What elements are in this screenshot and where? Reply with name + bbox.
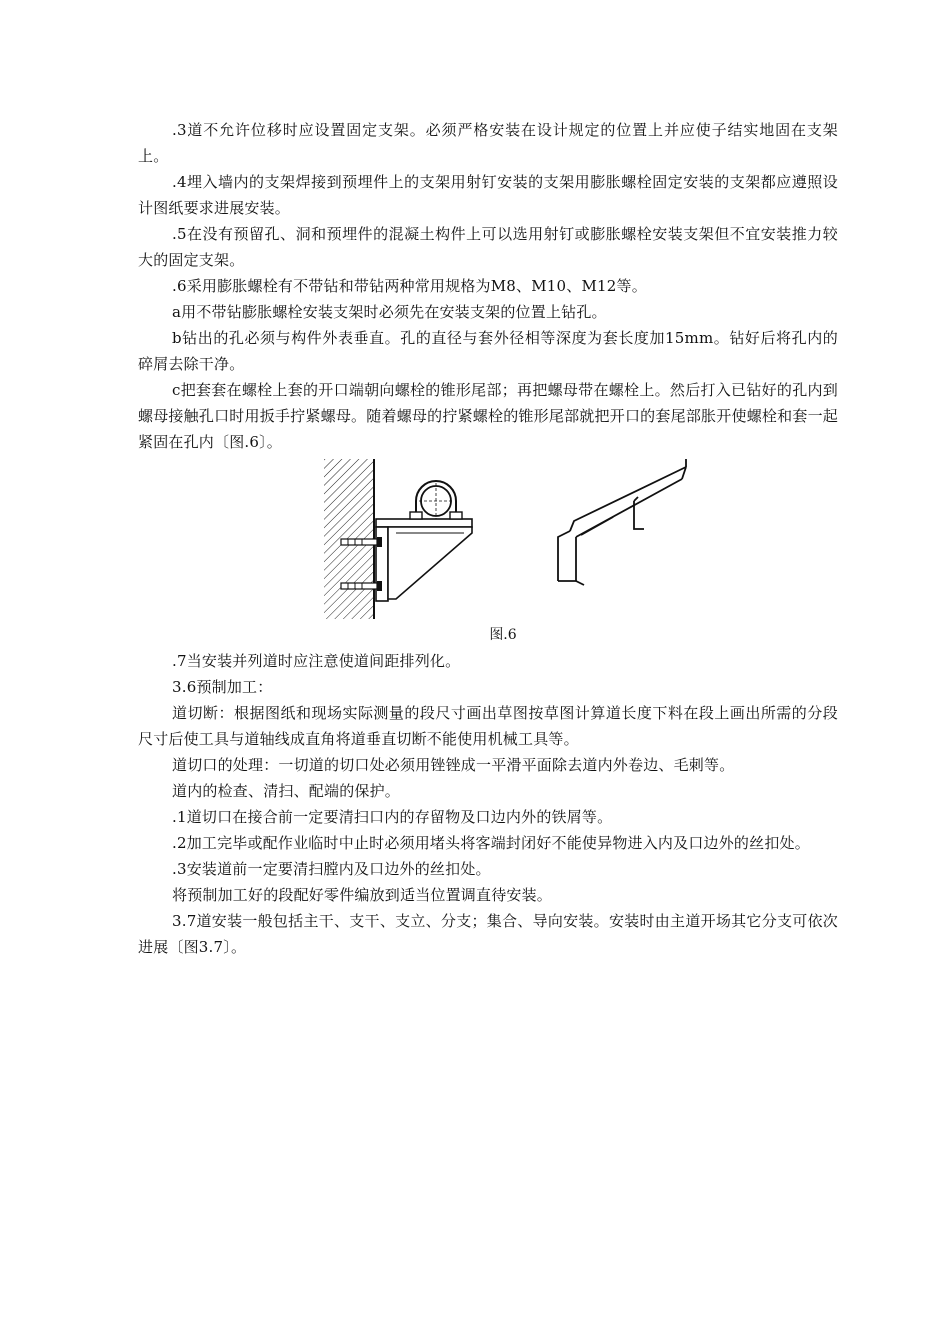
- wall-bracket-drawing: [324, 459, 472, 619]
- paragraph: .7当安装并列道时应注意使道间距排列化。: [172, 652, 461, 670]
- paragraph: .3安装道前一定要清扫膛内及口边外的丝扣处。: [172, 860, 491, 878]
- section-heading: 3.6预制加工：: [172, 678, 273, 696]
- figure-6: [138, 459, 838, 624]
- figure-drawing: [138, 459, 838, 624]
- expansion-bolt: [341, 539, 377, 545]
- paragraph: 道切断：根据图纸和现场实际测量的段尺寸画出草图按草图计算道长度下料在段上画出所需的分段尺寸后使工具与道轴线成直角将道垂直切断不能使用机械工具等。: [138, 704, 838, 748]
- bracket-brace: [388, 527, 472, 599]
- angle-bracket-drawing: [558, 459, 686, 585]
- paragraph: b钻出的孔必须与构件外表垂直。孔的直径与套外径相等深度为套长度加15mm。钻好后将孔内的碎屑去除干净。: [138, 329, 838, 373]
- paragraph: 道切口的处理：一切道的切口处必须用锉锉成一平滑平面除去道内外卷边、毛刺等。: [172, 756, 735, 774]
- expansion-bolt: [341, 583, 377, 589]
- paragraph: .5在没有预留孔、洞和预埋件的混凝土构件上可以选用射钉或膨胀螺栓安装支架但不宜安装推力较大的固定支架。: [138, 225, 838, 269]
- paragraph: .6采用膨胀螺栓有不带钻和带钻两种常用规格为M8、M10、M12等。: [172, 277, 647, 295]
- paragraph: c把套套在螺栓上套的开口端朝向螺栓的锥形尾部；再把螺母带在螺栓上。然后打入已钻好的孔内到螺母接触孔口时用扳手拧紧螺母。随着螺母的拧紧螺栓的锥形尾部就把开口的套尾部胀开使螺栓和套一起紧固在孔内〔图.6〕。: [138, 381, 838, 451]
- document-page: [138, 117, 838, 960]
- bracket-arm: [570, 467, 686, 531]
- bracket-top-plate: [376, 519, 472, 527]
- paragraph: 道内的检查、清扫、配端的保护。: [172, 782, 401, 800]
- paragraph: .1道切口在接合前一定要清扫口内的存留物及口边内外的铁屑等。: [172, 808, 613, 826]
- paragraph: .4埋入墙内的支架焊接到预埋件上的支架用射钉安装的支架用膨胀螺栓固定安装的支架都应遵照设计图纸要求进展安装。: [138, 173, 838, 217]
- bracket-leg: [558, 531, 570, 581]
- paragraph: 将预制加工好的段配好零件编放到适当位置调直待安装。: [172, 886, 553, 904]
- figure-caption: 图.6: [489, 627, 517, 643]
- paragraph: .3道不允许位移时应设置固定支架。必须严格安装在设计规定的位置上并应使子结实地固在支架上。: [138, 121, 838, 165]
- paragraph: .2加工完毕或配作业临时中止时必须用堵头将客端封闭好不能使异物进入内及口边外的丝扣处。: [172, 834, 810, 852]
- paragraph: 3.7道安装一般包括主干、支干、支立、分支；集合、导向安装。安装时由主道开场其它分支可依次进展〔图3.7〕。: [138, 912, 838, 956]
- paragraph: a用不带钻膨胀螺栓安装支架时必须先在安装支架的位置上钻孔。: [172, 303, 607, 321]
